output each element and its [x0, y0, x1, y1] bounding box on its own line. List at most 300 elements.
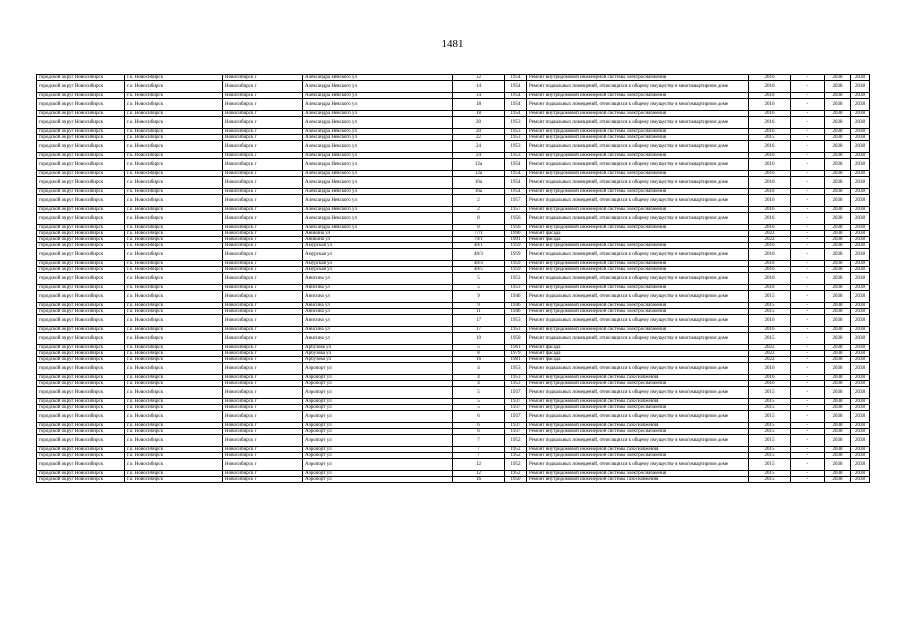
work-type-cell: Ремонт внутридомовой инженерной системы электроснабжения: [527, 267, 749, 273]
street-cell: Александра Невского ул: [303, 171, 453, 177]
municipality-cell: городской округ Новосибирск: [37, 237, 125, 243]
district-cell: г.о. Новосибирск: [125, 309, 223, 315]
house-number-cell: 16а: [453, 189, 505, 195]
street-cell: Аэропорт ул: [303, 435, 453, 447]
year-cell-a: 2038: [825, 111, 851, 117]
city-cell: Новосибирск г: [223, 399, 303, 405]
street-cell: Аэропорт ул: [303, 453, 453, 459]
street-cell: Анисина ул: [303, 303, 453, 309]
district-cell: г.о. Новосибирск: [125, 267, 223, 273]
year-cell-a: 2038: [825, 453, 851, 459]
year-cell-b: 2038: [851, 399, 870, 405]
table-row: [37, 291, 870, 303]
house-number-cell: 22: [453, 135, 505, 141]
table-row: [37, 177, 870, 189]
planned-year-cell: 2016: [749, 141, 791, 153]
planned-year-cell: 2015: [749, 429, 791, 435]
house-number-cell: 12а: [453, 159, 505, 171]
district-cell: г.о. Новосибирск: [125, 285, 223, 291]
build-year-cell: 1959: [505, 243, 527, 249]
municipality-cell: городской округ Новосибирск: [37, 207, 125, 213]
work-type-cell: Ремонт подвальных помещений, относящихся к общему имуществу в многоквартирном доме: [527, 141, 749, 153]
work-type-cell: Ремонт внутридомовой инженерной системы газоснабжения: [527, 423, 749, 429]
work-type-cell: Ремонт внутридомовой инженерной системы электроснабжения: [527, 93, 749, 99]
build-year-cell: 1954: [505, 111, 527, 117]
district-cell: г.о. Новосибирск: [125, 177, 223, 189]
district-cell: г.о. Новосибирск: [125, 249, 223, 261]
year-cell-a: 2038: [825, 333, 851, 345]
street-cell: Аникина ул: [303, 231, 453, 237]
house-number-cell: 6: [453, 411, 505, 423]
district-cell: г.о. Новосибирск: [125, 351, 223, 357]
year-cell-b: 2038: [851, 207, 870, 213]
municipality-cell: городской округ Новосибирск: [37, 129, 125, 135]
year-cell-b: 2038: [851, 357, 870, 363]
street-cell: Александра Невского ул: [303, 135, 453, 141]
work-type-cell: Ремонт внутридомовой инженерной системы электроснабжения: [527, 171, 749, 177]
table-row: [37, 81, 870, 93]
house-number-cell: 5: [453, 405, 505, 411]
build-year-cell: 1954: [505, 159, 527, 171]
work-type-cell: Ремонт фасада: [527, 357, 749, 363]
year-cell-a: 2038: [825, 291, 851, 303]
dash-cell: -: [791, 171, 825, 177]
dash-cell: -: [791, 231, 825, 237]
year-cell-b: 2038: [851, 213, 870, 225]
planned-year-cell: 2015: [749, 411, 791, 423]
build-year-cell: 1952: [505, 435, 527, 447]
street-cell: Аэропорт ул: [303, 363, 453, 375]
dash-cell: -: [791, 273, 825, 285]
year-cell-b: 2038: [851, 141, 870, 153]
planned-year-cell: 2015: [749, 435, 791, 447]
dash-cell: -: [791, 423, 825, 429]
district-cell: г.о. Новосибирск: [125, 231, 223, 237]
house-number-cell: 6: [453, 429, 505, 435]
district-cell: г.о. Новосибирск: [125, 357, 223, 363]
year-cell-a: 2038: [825, 117, 851, 129]
build-year-cell: 1953: [505, 273, 527, 285]
dash-cell: -: [791, 195, 825, 207]
table-row: [37, 195, 870, 207]
dash-cell: -: [791, 99, 825, 111]
municipality-cell: городской округ Новосибирск: [37, 159, 125, 171]
dash-cell: -: [791, 291, 825, 303]
municipality-cell: городской округ Новосибирск: [37, 363, 125, 375]
city-cell: Новосибирск г: [223, 135, 303, 141]
district-cell: г.о. Новосибирск: [125, 273, 223, 285]
planned-year-cell: 2016: [749, 81, 791, 93]
dash-cell: -: [791, 249, 825, 261]
city-cell: Новосибирск г: [223, 363, 303, 375]
municipality-cell: городской округ Новосибирск: [37, 135, 125, 141]
municipality-cell: городской округ Новосибирск: [37, 405, 125, 411]
house-number-cell: 2: [453, 195, 505, 207]
municipality-cell: городской округ Новосибирск: [37, 429, 125, 435]
municipality-cell: городской округ Новосибирск: [37, 453, 125, 459]
city-cell: Новосибирск г: [223, 453, 303, 459]
house-number-cell: 6: [453, 423, 505, 429]
year-cell-a: 2038: [825, 129, 851, 135]
house-number-cell: 8: [453, 351, 505, 357]
street-cell: Аэропорт ул: [303, 375, 453, 381]
city-cell: Новосибирск г: [223, 207, 303, 213]
planned-year-cell: 2016: [749, 315, 791, 327]
table-row: [37, 213, 870, 225]
work-type-cell: Ремонт подвальных помещений, относящихся к общему имуществу в многоквартирном доме: [527, 333, 749, 345]
street-cell: Анисина ул: [303, 309, 453, 315]
work-type-cell: Ремонт внутридомовой инженерной системы электроснабжения: [527, 153, 749, 159]
planned-year-cell: 2016: [749, 225, 791, 231]
build-year-cell: 1954: [505, 171, 527, 177]
district-cell: г.о. Новосибирск: [125, 237, 223, 243]
dash-cell: -: [791, 225, 825, 231]
build-year-cell: 1957: [505, 195, 527, 207]
city-cell: Новосибирск г: [223, 423, 303, 429]
year-cell-b: 2038: [851, 159, 870, 171]
municipality-cell: городской округ Новосибирск: [37, 459, 125, 471]
dash-cell: -: [791, 81, 825, 93]
city-cell: Новосибирск г: [223, 99, 303, 111]
planned-year-cell: 2015: [749, 471, 791, 477]
house-number-cell: 18: [453, 99, 505, 111]
district-cell: г.о. Новосибирск: [125, 405, 223, 411]
planned-year-cell: 2016: [749, 261, 791, 267]
city-cell: Новосибирск г: [223, 435, 303, 447]
city-cell: Новосибирск г: [223, 171, 303, 177]
street-cell: Аэропорт ул: [303, 399, 453, 405]
street-cell: Аэропорт ул: [303, 429, 453, 435]
planned-year-cell: 2016: [749, 213, 791, 225]
street-cell: Аэропорт ул: [303, 447, 453, 453]
work-type-cell: Ремонт фасада: [527, 231, 749, 237]
build-year-cell: 1953: [505, 327, 527, 333]
dash-cell: -: [791, 207, 825, 213]
year-cell-b: 2038: [851, 435, 870, 447]
work-type-cell: Ремонт внутридомовой инженерной системы электроснабжения: [527, 75, 749, 81]
house-number-cell: 19: [453, 333, 505, 345]
city-cell: Новосибирск г: [223, 477, 303, 483]
planned-year-cell: 2016: [749, 75, 791, 81]
dash-cell: -: [791, 267, 825, 273]
dash-cell: -: [791, 213, 825, 225]
year-cell-b: 2038: [851, 453, 870, 459]
dash-cell: -: [791, 93, 825, 99]
municipality-cell: городской округ Новосибирск: [37, 351, 125, 357]
build-year-cell: 1954: [505, 177, 527, 189]
build-year-cell: 1937: [505, 405, 527, 411]
build-year-cell: 1953: [505, 129, 527, 135]
year-cell-b: 2038: [851, 99, 870, 111]
year-cell-a: 2038: [825, 189, 851, 195]
year-cell-b: 2038: [851, 273, 870, 285]
year-cell-a: 2038: [825, 213, 851, 225]
district-cell: г.о. Новосибирск: [125, 195, 223, 207]
city-cell: Новосибирск г: [223, 471, 303, 477]
table-row: [37, 363, 870, 375]
dash-cell: -: [791, 459, 825, 471]
house-number-cell: 5: [453, 345, 505, 351]
dash-cell: -: [791, 237, 825, 243]
city-cell: Новосибирск г: [223, 405, 303, 411]
city-cell: Новосибирск г: [223, 273, 303, 285]
house-number-cell: 2: [453, 207, 505, 213]
street-cell: Аникина ул: [303, 237, 453, 243]
street-cell: Александра Невского ул: [303, 177, 453, 189]
work-type-cell: Ремонт подвальных помещений, относящихся к общему имуществу в многоквартирном доме: [527, 249, 749, 261]
district-cell: г.о. Новосибирск: [125, 345, 223, 351]
dash-cell: -: [791, 159, 825, 171]
planned-year-cell: 2016: [749, 375, 791, 381]
district-cell: г.о. Новосибирск: [125, 261, 223, 267]
year-cell-a: 2038: [825, 459, 851, 471]
work-type-cell: Ремонт подвальных помещений, относящихся к общему имуществу в многоквартирном доме: [527, 195, 749, 207]
work-type-cell: Ремонт подвальных помещений, относящихся к общему имуществу в многоквартирном доме: [527, 99, 749, 111]
build-year-cell: 1953: [505, 117, 527, 129]
street-cell: Александра Невского ул: [303, 213, 453, 225]
district-cell: г.о. Новосибирск: [125, 453, 223, 459]
dash-cell: -: [791, 471, 825, 477]
year-cell-a: 2038: [825, 429, 851, 435]
build-year-cell: 1957: [505, 207, 527, 213]
dash-cell: -: [791, 411, 825, 423]
district-cell: г.о. Новосибирск: [125, 411, 223, 423]
street-cell: Аэропорт ул: [303, 381, 453, 387]
year-cell-b: 2038: [851, 405, 870, 411]
dash-cell: -: [791, 447, 825, 453]
street-cell: Александра Невского ул: [303, 195, 453, 207]
street-cell: Амурская ул: [303, 261, 453, 267]
build-year-cell: 1946: [505, 303, 527, 309]
municipality-cell: городской округ Новосибирск: [37, 435, 125, 447]
house-number-cell: 9: [453, 303, 505, 309]
district-cell: г.о. Новосибирск: [125, 327, 223, 333]
municipality-cell: городской округ Новосибирск: [37, 381, 125, 387]
build-year-cell: 1961: [505, 345, 527, 351]
dash-cell: -: [791, 75, 825, 81]
build-year-cell: 1952: [505, 471, 527, 477]
city-cell: Новосибирск г: [223, 189, 303, 195]
district-cell: г.о. Новосибирск: [125, 129, 223, 135]
planned-year-cell: 2015: [749, 135, 791, 141]
planned-year-cell: 2016: [749, 195, 791, 207]
page-number: 1481: [441, 38, 464, 50]
city-cell: Новосибирск г: [223, 177, 303, 189]
municipality-cell: городской округ Новосибирск: [37, 477, 125, 483]
work-type-cell: Ремонт внутридомовой инженерной системы электроснабжения: [527, 381, 749, 387]
street-cell: Александра Невского ул: [303, 99, 453, 111]
year-cell-b: 2038: [851, 363, 870, 375]
year-cell-b: 2038: [851, 231, 870, 237]
house-number-cell: 5: [453, 285, 505, 291]
planned-year-cell: 2016: [749, 327, 791, 333]
planned-year-cell: 2016: [749, 267, 791, 273]
house-number-cell: 7: [453, 447, 505, 453]
district-cell: г.о. Новосибирск: [125, 99, 223, 111]
year-cell-b: 2038: [851, 243, 870, 249]
build-year-cell: 1954: [505, 93, 527, 99]
city-cell: Новосибирск г: [223, 153, 303, 159]
city-cell: Новосибирск г: [223, 213, 303, 225]
dash-cell: -: [791, 363, 825, 375]
work-type-cell: Ремонт внутридомовой инженерной системы электроснабжения: [527, 111, 749, 117]
build-year-cell: 1959: [505, 249, 527, 261]
year-cell-b: 2038: [851, 267, 870, 273]
planned-year-cell: 2016: [749, 363, 791, 375]
house-number-cell: 8: [453, 225, 505, 231]
planned-year-cell: 2016: [749, 381, 791, 387]
year-cell-a: 2038: [825, 207, 851, 213]
district-cell: г.о. Новосибирск: [125, 459, 223, 471]
year-cell-b: 2038: [851, 249, 870, 261]
dash-cell: -: [791, 381, 825, 387]
build-year-cell: 1953: [505, 375, 527, 381]
planned-year-cell: 2015: [749, 477, 791, 483]
dash-cell: -: [791, 117, 825, 129]
district-cell: г.о. Новосибирск: [125, 153, 223, 159]
work-type-cell: Ремонт внутридомовой инженерной системы электроснабжения: [527, 327, 749, 333]
work-type-cell: Ремонт подвальных помещений, относящихся к общему имуществу в многоквартирном доме: [527, 315, 749, 327]
planned-year-cell: 2015: [749, 309, 791, 315]
street-cell: Анисина ул: [303, 273, 453, 285]
year-cell-a: 2038: [825, 261, 851, 267]
dash-cell: -: [791, 111, 825, 117]
planned-year-cell: 2015: [749, 387, 791, 399]
year-cell-b: 2038: [851, 177, 870, 189]
planned-year-cell: 2015: [749, 459, 791, 471]
street-cell: Аэропорт ул: [303, 471, 453, 477]
build-year-cell: 1953: [505, 285, 527, 291]
year-cell-b: 2038: [851, 411, 870, 423]
build-year-cell: 1981: [505, 357, 527, 363]
planned-year-cell: 2015: [749, 423, 791, 429]
work-type-cell: Ремонт внутридомовой инженерной системы электроснабжения: [527, 309, 749, 315]
dash-cell: -: [791, 153, 825, 159]
year-cell-a: 2038: [825, 435, 851, 447]
municipality-cell: городской округ Новосибирск: [37, 399, 125, 405]
planned-year-cell: 2015: [749, 291, 791, 303]
district-cell: г.о. Новосибирск: [125, 207, 223, 213]
year-cell-b: 2038: [851, 129, 870, 135]
work-type-cell: Ремонт подвальных помещений, относящихся к общему имуществу в многоквартирном доме: [527, 411, 749, 423]
planned-year-cell: 2016: [749, 117, 791, 129]
district-cell: г.о. Новосибирск: [125, 171, 223, 177]
table-row: [37, 477, 870, 483]
house-number-cell: 14: [453, 93, 505, 99]
year-cell-a: 2038: [825, 381, 851, 387]
year-cell-b: 2038: [851, 381, 870, 387]
build-year-cell: 1952: [505, 447, 527, 453]
table-row: [37, 435, 870, 447]
house-number-cell: 8: [453, 213, 505, 225]
year-cell-a: 2038: [825, 273, 851, 285]
street-cell: Александра Невского ул: [303, 111, 453, 117]
year-cell-b: 2038: [851, 459, 870, 471]
street-cell: Анисина ул: [303, 327, 453, 333]
planned-year-cell: 2022: [749, 345, 791, 351]
district-cell: г.о. Новосибирск: [125, 159, 223, 171]
year-cell-b: 2038: [851, 189, 870, 195]
municipality-cell: городской округ Новосибирск: [37, 345, 125, 351]
dash-cell: -: [791, 477, 825, 483]
district-cell: г.о. Новосибирск: [125, 189, 223, 195]
planned-year-cell: 2016: [749, 159, 791, 171]
work-type-cell: Ремонт подвальных помещений, относящихся к общему имуществу в многоквартирном доме: [527, 159, 749, 171]
year-cell-a: 2038: [825, 237, 851, 243]
work-type-cell: Ремонт внутридомовой инженерной системы электроснабжения: [527, 429, 749, 435]
city-cell: Новосибирск г: [223, 327, 303, 333]
year-cell-b: 2038: [851, 285, 870, 291]
build-year-cell: 1953: [505, 141, 527, 153]
work-type-cell: Ремонт внутридомовой инженерной системы электроснабжения: [527, 207, 749, 213]
district-cell: г.о. Новосибирск: [125, 381, 223, 387]
municipality-cell: городской округ Новосибирск: [37, 213, 125, 225]
municipality-cell: городской округ Новосибирск: [37, 333, 125, 345]
district-cell: г.о. Новосибирск: [125, 477, 223, 483]
year-cell-a: 2038: [825, 303, 851, 309]
house-number-cell: 18: [453, 111, 505, 117]
house-number-cell: 12: [453, 459, 505, 471]
district-cell: г.о. Новосибирск: [125, 429, 223, 435]
year-cell-a: 2038: [825, 315, 851, 327]
year-cell-b: 2038: [851, 471, 870, 477]
city-cell: Новосибирск г: [223, 195, 303, 207]
year-cell-b: 2038: [851, 447, 870, 453]
planned-year-cell: 2016: [749, 171, 791, 177]
year-cell-b: 2038: [851, 237, 870, 243]
build-year-cell: 1954: [505, 99, 527, 111]
city-cell: Новосибирск г: [223, 285, 303, 291]
build-year-cell: 1937: [505, 387, 527, 399]
build-year-cell: 1950: [505, 477, 527, 483]
city-cell: Новосибирск г: [223, 159, 303, 171]
city-cell: Новосибирск г: [223, 381, 303, 387]
work-type-cell: Ремонт внутридомовой инженерной системы газоснабжения: [527, 399, 749, 405]
municipality-cell: городской округ Новосибирск: [37, 261, 125, 267]
district-cell: г.о. Новосибирск: [125, 315, 223, 327]
year-cell-b: 2038: [851, 135, 870, 141]
year-cell-b: 2038: [851, 387, 870, 399]
planned-year-cell: 2015: [749, 333, 791, 345]
city-cell: Новосибирск г: [223, 345, 303, 351]
year-cell-a: 2038: [825, 405, 851, 411]
district-cell: г.о. Новосибирск: [125, 75, 223, 81]
district-cell: г.о. Новосибирск: [125, 423, 223, 429]
house-number-cell: 12: [453, 471, 505, 477]
year-cell-b: 2038: [851, 291, 870, 303]
house-number-cell: 17: [453, 327, 505, 333]
table-row: [37, 315, 870, 327]
build-year-cell: 1991: [505, 237, 527, 243]
district-cell: г.о. Новосибирск: [125, 333, 223, 345]
build-year-cell: 1946: [505, 309, 527, 315]
street-cell: Александра Невского ул: [303, 75, 453, 81]
year-cell-a: 2038: [825, 471, 851, 477]
district-cell: г.о. Новосибирск: [125, 447, 223, 453]
district-cell: г.о. Новосибирск: [125, 135, 223, 141]
house-number-cell: 40/1: [453, 243, 505, 249]
city-cell: Новосибирск г: [223, 93, 303, 99]
city-cell: Новосибирск г: [223, 291, 303, 303]
year-cell-b: 2038: [851, 345, 870, 351]
work-type-cell: Ремонт внутридомовой инженерной системы электроснабжения: [527, 189, 749, 195]
build-year-cell: 1937: [505, 429, 527, 435]
dash-cell: -: [791, 189, 825, 195]
planned-year-cell: 2016: [749, 243, 791, 249]
city-cell: Новосибирск г: [223, 237, 303, 243]
street-cell: Александра Невского ул: [303, 225, 453, 231]
work-type-cell: Ремонт фасада: [527, 351, 749, 357]
